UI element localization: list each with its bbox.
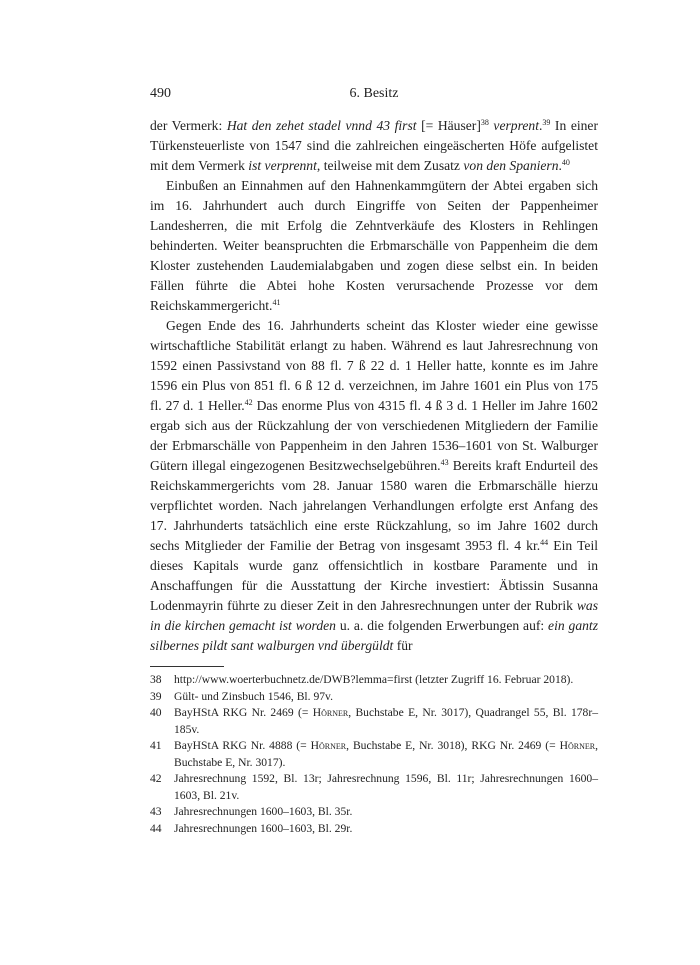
footnote-number: 43 (150, 805, 162, 818)
footnote-text (174, 805, 352, 818)
text-run: . (558, 158, 562, 173)
text-run: Bereits kraft Endurteil des Reichskammergerichts vom 28. Januar 1580 waren die Erbmarschälle hierzu verpflichtet worden. Nach jahrelangen Verhandlungen erfolgte erst Anfang des 17. Jahrhunderts tatsächlich eine erste Rückzahlung, so im Jahre 1602 durch sechs Mitglieder der Familie der Betrag von insgesamt 3953 fl. 4 kr. (150, 458, 598, 553)
footnote-ref: 42 (244, 398, 253, 407)
footnote (150, 672, 598, 689)
italic-text: was in die kirchen gemacht ist worden (150, 598, 598, 633)
footnote-number: 44 (150, 821, 162, 835)
footnote-text (174, 673, 573, 686)
italic-text: ein gantz silbernes pildt sant walburgen vnd übergüldt (150, 618, 598, 653)
text-run: , Buchstabe E, Nr. 3017). (174, 739, 598, 769)
footnote-ref: 43 (440, 458, 449, 467)
footnote-ref: 41 (272, 298, 281, 307)
footnote-ref: 38 (480, 118, 489, 127)
footnote-number: 42 (150, 772, 162, 785)
text-run: BayHStA RKG Nr. 4888 (= (174, 739, 311, 752)
text-run: Gegen Ende des 16. Jahrhunderts scheint das Kloster wieder eine gewisse wirtschaftliche Stabilität erlangt zu haben. Während es laut Jahresrechnung von 1592 einen Passivstand von 88 fl. 7 ß 22 d. 1 Heller hatte, konnte es im Jahre 1596 ein Plus von 851 fl. 6 ß 12 d. verzeichnen, im Jahre 1601 ein Plus von 175 fl. 27 d. 1 Heller. (150, 318, 598, 413)
footnote-text (174, 772, 598, 802)
footnote-text (174, 690, 333, 703)
text-run: Ein Teil dieses Kapitals wurde ganz offensichtlich in kostbare Paramente und in Anschaffungen für die Ausstattung der Kirche investiert: Äbtissin Susanna Lodenmayrin führte zu dieser Zeit in den Jahresrechnungen unter der Rubrik (150, 538, 599, 613)
footnote-text (174, 739, 598, 769)
italic-text: von den Spaniern (463, 158, 559, 173)
footnote-number: 38 (150, 673, 162, 686)
text-run: für (393, 638, 413, 653)
text-run: Das enorme Plus von 4315 fl. 4 ß 3 d. 1 Heller im Jahre 1602 ergab sich aus der Rückzahlung der von verschiedenen Mitgliedern der Familie der Erbmarschälle von Pappenheim in den Jahren 1536–1601 von St. Walburger Gütern illegal eingezogenen Besitzwechselgebühren. (150, 398, 598, 473)
italic-text: verprent (493, 118, 539, 133)
footnote-text (174, 822, 352, 835)
text-run: Gült- und Zinsbuch 1546, Bl. 97v. (174, 689, 333, 703)
author-name: Hörner (310, 739, 347, 752)
footnote-number: 40 (150, 706, 162, 719)
paragraph (150, 316, 598, 656)
text-run: u. a. die folgenden Erwerbungen auf: (335, 618, 549, 633)
footnote-ref: 39 (542, 118, 551, 127)
footnote (150, 738, 598, 771)
text-run: , Buchstabe E, Nr. 3017), Quadrangel 55, Bl. 178r–185v. (174, 706, 598, 736)
text-run: http://www.woerterbuchnetz.de/DWB?lemma=first (letzter Zugriff 16. Februar 2018). (174, 673, 574, 686)
text-run: . (538, 118, 543, 133)
footnote-number: 41 (150, 739, 162, 752)
paragraph (150, 176, 598, 316)
text-run: [= Häuser] (416, 118, 481, 133)
footnote-divider (150, 666, 224, 667)
text-run: Jahresrechnung 1592, Bl. 13r; Jahresrechnung 1596, Bl. 11r; Jahresrechnungen 1600–1603, Bl. 21v. (174, 772, 598, 802)
footnote (150, 705, 598, 738)
paragraph (150, 116, 598, 176)
footnotes (150, 672, 598, 837)
page-number: 490 (150, 86, 171, 101)
footnote-ref: 40 (561, 158, 570, 167)
author-name: Hörner (312, 706, 349, 719)
footnote (150, 689, 598, 706)
text-run: Jahresrechnungen 1600–1603, Bl. 35r. (174, 805, 353, 818)
page-header (150, 86, 598, 106)
text-run: Einbußen an Einnahmen auf den Hahnenkammgütern der Abtei ergaben sich im 16. Jahrhundert auch durch Eingriffe von Seiten der Pappenheimer Landesherren, die mit Erfolg die Zehntverkäufe des Klosters in Rehlingen behinderten. Weiter beanspruchten die Erbmarschälle von Pappenheim die dem Kloster zustehenden Laudemialabgaben und zogen diese selbst ein. In beiden Fällen führte die Abtei hohe Kosten verursachende Prozesse vor dem Reichskammergericht. (150, 178, 598, 313)
text-run: BayHStA RKG Nr. 2469 (= (174, 706, 313, 719)
footnote-ref: 44 (540, 538, 549, 547)
italic-text: Hat den zehet stadel vnnd 43 first (226, 118, 417, 133)
text-run: Jahresrechnungen 1600–1603, Bl. 29r. (174, 821, 353, 835)
author-name: Hörner (559, 739, 596, 752)
main-text (150, 116, 598, 656)
italic-text: ist verprennt (248, 158, 317, 173)
footnote-number: 39 (150, 689, 162, 703)
footnote (150, 821, 598, 838)
footnote (150, 804, 598, 821)
footnote-text (174, 706, 598, 736)
text-run: , Buchstabe E, Nr. 3018), RKG Nr. 2469 (= (346, 739, 560, 752)
running-head: 6. Besitz (349, 86, 399, 101)
text-run: der Vermerk: (150, 118, 227, 133)
text-run: , teilweise mit dem Zusatz (316, 158, 464, 173)
text-run: In einer Türkensteuerliste von 1547 sind die zahlreichen eingeäscherten Höfe aufgelistet mit dem Vermerk (150, 118, 598, 173)
footnote (150, 771, 598, 804)
